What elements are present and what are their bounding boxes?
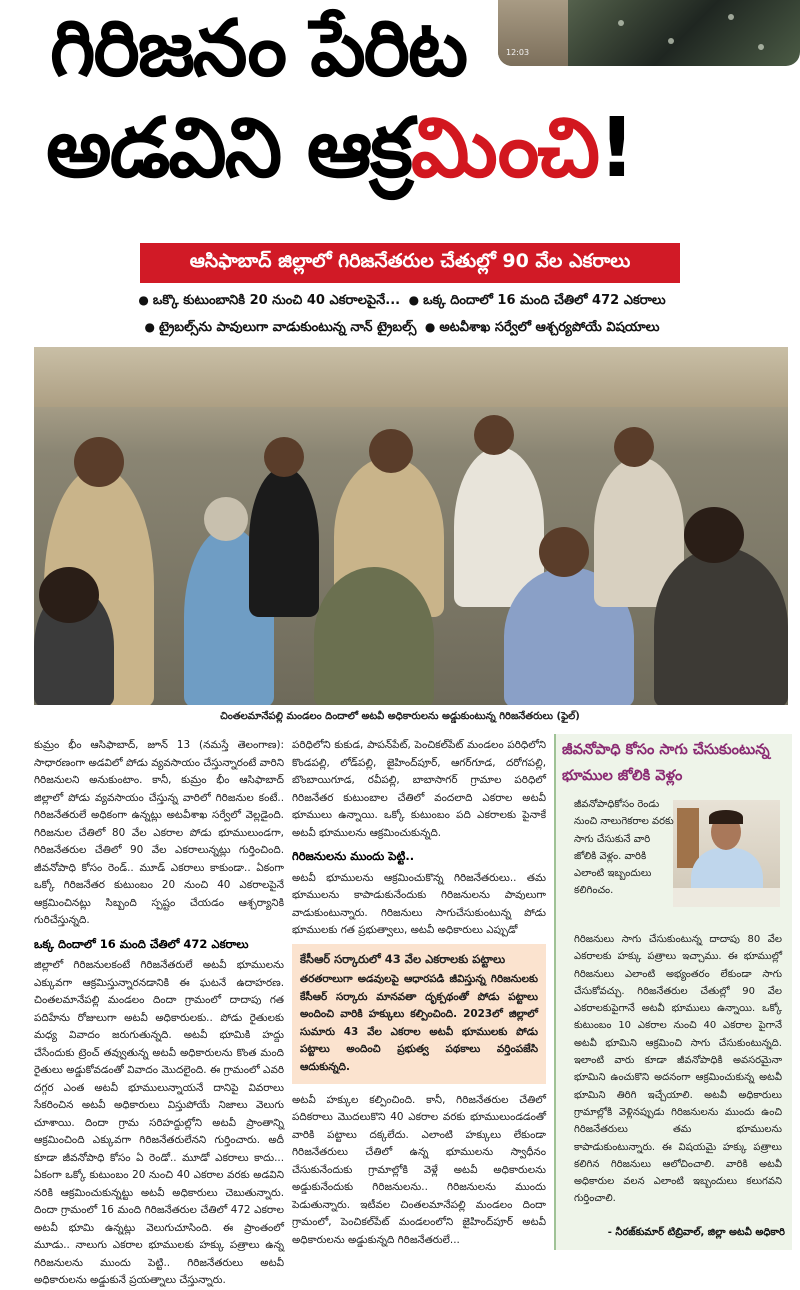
bullet-dot-icon: ● [408,293,420,307]
section-heading: ఒక్క దిందాలో 16 మంది చేతిలో 472 ఎకరాలు [34,936,249,951]
article-paragraph: జిల్లాలో గిరిజనులకంటే గిరిజనేతరులే అటవీ భూములను ఎక్కువగా ఆక్రమిస్తున్నారనడానికి ఈ ఘటనే ఉదాహరణ. చింతలమానేపల్లి మండలం దిందా గ్రామంలో దాదాపు గత పదిహేను రోజులుగా అటవీ అధికారులకు.. పోడు రైతులకు మధ్య వివాదం జరుగుతున్నది. అటవీ భూమికి హద్దు చేసేందుకు ట్రెంచ్ తవ్వుతున్న అటవీ అధికారులను కొంత మంది రైతులు అడ్డుకోవడంతో వివాదం మొదలైంది. ఈ గ్రామంలో ఎవరి దగ్గర ఎంత అటవీ భూములున్నాయనే దానిపై వివరాలు సేకరించిన అటవీ అధికారులు విస్తుపోయే నిజాలు వెలుగు చూశాయి. దిందా గ్రామ సరిహద్దుల్లోని అటవీ ప్రాంతాన్ని ఆక్రమించింది ఎక్కువగా గిరిజనేతరులేనని గుర్తించారు. అదీ కూడా జీవనోపాధి కోసం ఏ రెండో.. మూడో ఎకరాలు కాదు... ఏకంగా ఒక్కో కుటుంబం 20 నుంచి 40 ఎకరాల వరకు అడవిని నరికి ఆక్రమించుకున్నట్టు అటవీ అధికారులు చెబుతున్నారు. దిందా గ్రామంలో 16 మంది గిరిజనేతరుల చేతిలో 472 ఎకరాల అటవీ భూమి ఉన్నట్లు వెలుగుచూసింది. ఈ ప్రాంతంలో మూడు.. నాలుగు ఎకరాల భూములకు హక్కు పత్రాలు ఉన్న గిరిజనులను ముందు పెట్టి.. గిరిజనేతరులు అటవీ అధికారులను అడ్డుకునే ప్రయత్నాలు చేస్తున్నారు. [34,959,284,1286]
bullet-text: ఒక్క దిందాలో 16 మంది చేతిలో 472 ఎకరాలు [423,293,666,308]
photo-label: 12:03 [506,48,530,57]
headline-line-1: గిరిజనం పేరిట [50,4,467,94]
sidebar-title: జీవనోపాధి కోసం సాగు చేసుకుంటున్న భూముల జోలికి వెళ్లం [562,742,770,784]
portrait-background-cabinet [677,808,699,868]
photo-background-field [34,347,788,407]
sidebar-body-text: గిరిజనులు సాగు చేసుకుంటున్న దాదాపు 80 వేల ఎకరాలకు హక్కు పత్రాలు ఇచ్చాము. ఈ భూముల్లో గిరిజనులు ఎలాంటి అభ్యంతరం లేకుండా సాగు చేసుకోవచ్చు. గిరిజనేతరుల చేతుల్లో 90 వేల ఎకరాలకుపైగానే అటవీ భూములు ఉన్నాయి. ఒక్కో కుటుంబం 10 ఎకరాల నుంచి 40 ఎకరాల పైగానే అటవీ భూమిని ఆక్రమించి సాగు చేసుకుంటున్నది. ఇలాంటి వారు కూడా జీవనోపాధికి అవసరమైనా భూమిని ఉంచుకొని అదనంగా ఆక్రమించుకున్న అటవీ భూమిని తిరిగి ఇచ్చేయాలి. అటవీ అధికారులు గ్రామాల్లోకి వెళ్లినప్పుడు గిరిజనులను ముందు ఉంచి గిరిజనేతరులు తమ భూములను కాపాడుకుంటున్నారు. ఈ విషయమై హక్కు పత్రాలు కలిగిన గిరిజనులు ఆలోచించాలి. వారికి అటవీ అధికారుల వలన ఎలాంటి ఇబ్బందులు కలుగవని గుర్తించాలి. [574,934,782,1205]
photo-person-camouflage [314,567,434,705]
portrait-desk [673,888,780,907]
headline-black-part: అడవిని ఆక్ర [46,101,411,196]
photo-tree [758,44,764,50]
portrait-hair [709,810,743,824]
photo-tree [728,14,734,20]
photo-tree [668,38,674,44]
subheadline-banner [140,243,680,283]
bullet-row-2 [0,320,800,338]
photo-person-head [539,527,589,577]
article-paragraph: అటవీ హక్కుల కల్పించింది. కానీ, గిరిజనేతరుల చేతిలో పదికరాలు మొదలుకొని 40 ఎకరాల వరకు భూములుండడంతో వారికి పట్టాలు దక్కలేదు. ఎలాంటి హక్కులు లేకుండా గిరిజనేతరులు చేతిలో ఉన్న భూములను స్వాధీనం చేసుకునేందుకు గ్రామాల్లోకి వెళ్లే అటవీ అధికారులను అడ్డుకునేందుకు గిరిజనులను.. గిరిజనులను ముందు పెడుతున్నారు. ఇటీవల చింతలమానేపల్లి మండలం దిందా గ్రామంలో, పెంచికల్‌పేట్ మండలంలోని జైహింద్‌పూర్ అటవీ అధికారులను అడ్డుకున్నది గిరిజనేతరులే... [292,1093,546,1246]
article-column-left [34,737,284,1290]
photo-person-head [614,427,654,467]
bullet-text: అటవీశాఖ సర్వేలో ఆశ్చర్యపోయే విషయాలు [439,320,660,335]
sidebar-signature: - నీరజ్‌కుమార్ టిబ్రివాల్, జిల్లా అటవీ అధికారి [607,1227,785,1238]
article-paragraph: పరిధిలోని కుకుడ, పాపన్‌పేట్, పెంచికల్‌పేట్ మండలం పరిధిలోని కొండపల్లి, లోడ్‌పల్లి, జైహింద్‌పూర్, ఆగర్‌గూడ, దరోగపల్లి, బొంబాయిగూడ, రవీపల్లి, బాబాసాగర్ గ్రామాల పరిధిలో గిరిజనేతర కుటుంబాల చేతిలో వందలాది ఎకరాల అటవీ భూములు ఉన్నాయి. ఒక్కో కుటుంబం పది ఎకరాలకు పైనాకే అటవీ భూములను ఆక్రమించుకున్నది. [292,739,546,839]
officer-portrait-photo [673,800,780,907]
bullet-text: ఒక్కొ కుటుంబానికి 20 నుంచి 40 ఎకరాలపైనే... [152,293,401,308]
photo-person-head [474,415,514,455]
article-paragraph: కుమ్రం భీం ఆసిఫాబాద్, జూన్ 13 (నమస్తే తెలంగాణ): సాధారణంగా అడవిలో పోడు వ్యవసాయం చేస్తున్నారంటే వారిని గిరిజనులని అనుకుంటాం. కానీ, కుమ్రం భీం ఆసిఫాబాద్ జిల్లాలో పోడు వ్యవసాయం చేస్తున్న వారిలో గిరిజనుల కంటే.. గిరిజనేతరులే అధికంగా ఉన్నట్లు అటవీశాఖ సర్వేలో వెల్లడైంది. గిరిజనుల చేతిలో 80 వేల ఎకరాల పోడు భూములుండగా, గిరిజనేతరుల చేతిలో 90 వేల ఎకరాలున్నట్లు గుర్తించింది. జీవనోపాధి కోసం రెండ్.. మూడ్ ఎకరాలు కాకుండా.. ఏకంగా ఒక్కో గిరిజనేతర కుటుంబం 20 నుంచి 40 ఎకరాలపైనే ఆక్రమించినట్లు సిబ్బంది స్పష్టం చేయడం ఆశ్చర్యానికి గురిచేస్తున్నది. [34,739,284,926]
bullet-text: ట్రైబల్స్‌ను పావులుగా వాడుకుంటున్న నాన్ ట్రైబల్స్ [158,320,417,335]
photo-person-black-shirt [249,467,319,617]
photo-tree [618,20,624,26]
photo-person-head [369,429,413,473]
photo-caption: చింతలమానేపల్లి మండలం దిందాలో అటవీ అధికారులను అడ్డుకుంటున్న గిరిజనేతరులు (ఫైల్) [220,711,580,722]
bullet-row-1 [0,293,800,311]
top-aerial-photo [498,0,800,66]
highlight-box-body: తరతరాలుగా అడవులపై ఆధారపడి జీవిస్తున్న గిరిజనులకు కేసీఆర్ సర్కారు మానవతా దృక్పథంతో పోడు పట్టాలు అందించి వారికి హక్కులు కల్పించింది. 2023లో జిల్లాలో సుమారు 43 వేల ఎకరాల అటవీ భూములకు పోడు పట్టాలు అందించి ప్రభుత్వ పథకాలు వర్తింపజేసి ఆదుకున్నది. [300,973,538,1073]
photo-person-head [684,507,744,563]
photo-person-head [204,497,248,541]
headline-exclamation: ! [598,101,634,196]
section-heading: గిరిజనులను ముందు పెట్టి.. [292,849,415,863]
photo-person-head [264,437,304,477]
photo-person-head [39,567,99,623]
highlight-box-title: కేసీఆర్ సర్కారులో 43 వేల ఎకరాలకు పట్టాలు [300,952,506,966]
headline-line-2 [46,101,634,196]
main-news-photo [34,347,788,705]
photo-person-foreground [654,547,788,705]
sidebar-text-top: జీవనోపాధికోసం రెండు నుంచి నాలుగెకరాల వరకు సాగు చేసుకునే వారి జోలికి వెళ్లం. వారికి ఎలాంటి ఇబ్బందులు కలిగించం. [574,799,674,897]
bullet-dot-icon: ● [424,320,436,334]
bullet-dot-icon: ● [138,293,149,307]
article-paragraph: అటవీ భూములను ఆక్రమించుకొన్న గిరిజనేతరులు.. తమ భూములను కాపాడుకునేందుకు గిరిజనులను పావులుగా వాడుకుంటున్నారు. గిరిజనులు సాగుచేసుకుంటున్న పోడు భూములకు గత ప్రభుత్వాలు, అటవీ అధికారులు ఎప్పుడో [292,871,546,936]
bullet-dot-icon: ● [144,320,155,334]
photo-person-head [74,437,124,487]
subheadline-text: ఆసిఫాబాద్ జిల్లాలో గిరిజనేతరుల చేతుల్లో 90 వేల ఎకరాలు [189,249,631,272]
highlight-box [292,944,546,1084]
headline-red-part: మించి [410,101,599,196]
